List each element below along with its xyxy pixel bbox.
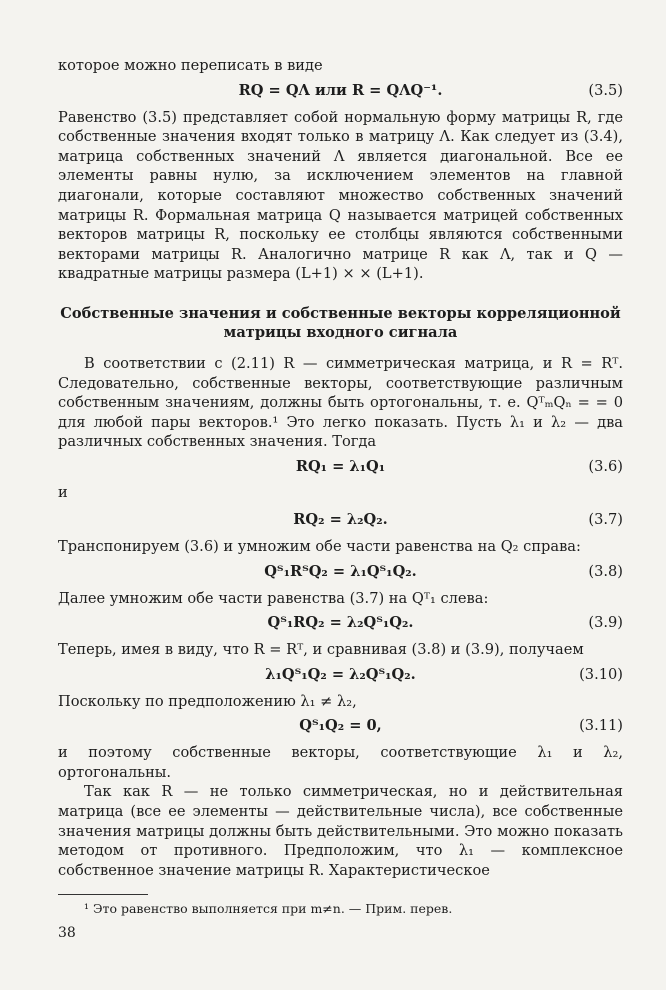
equation-3-7 [58, 507, 623, 533]
equation-formula: RQ₁ = λ₁Q₁ [295, 457, 386, 475]
equation-3-6 [58, 454, 623, 480]
paragraph-symmetric-matrix: В соответствии с (2.11) R — симметрическая матрица, и R = Rᵀ. Следовательно, собственные векторы, соответствующие различным собственным значениям, должны быть ортогональны, т. е. QᵀₘQₙ = = 0 для любой пары векторов.¹ Это легко показать. Пусть λ₁ и λ₂ — два различных собственных значения. Тогда [58, 354, 623, 451]
equation-3-10 [58, 662, 623, 688]
conjunction-and: и [58, 483, 68, 501]
equation-formula: λ₁Qᵀ₁Q₂ = λ₂Qᵀ₁Q₂. [265, 665, 416, 683]
equation-number: (3.11) [579, 717, 623, 735]
equation-formula: Qᵀ₁RᵀQ₂ = λ₁Qᵀ₁Q₂. [264, 562, 417, 580]
equation-3-5 [58, 78, 623, 104]
footnote: ¹ Это равенство выполняется при m≠n. — Прим. перев. [84, 901, 453, 917]
footnote-divider [58, 894, 148, 895]
paragraph-transpose: Транспонируем (3.6) и умножим обе части равенства на Q₂ справа: [58, 537, 581, 555]
equation-number: (3.5) [588, 81, 623, 99]
equation-number: (3.10) [579, 665, 623, 683]
paragraph-real-eigenvalues: Так как R — не только симметрическая, но и действительная матрица (все ее элементы — действительные числа), все собственные значения матрицы должны быть действительными. Это можно показать методом от противного. Предположим, что λ₁ — комплексное собственное значение матрицы R. Характеристическое [58, 783, 623, 879]
paragraph-assumption: Поскольку по предположению λ₁ ≠ λ₂, [58, 692, 357, 710]
equation-number: (3.7) [588, 510, 623, 528]
equation-3-11 [58, 713, 623, 739]
paragraph-normal-form: Равенство (3.5) представляет собой нормальную форму матрицы R, где собственные значения входят только в матрицу Λ. Как следует из (3.4), матрица собственных значений Λ является диагональной. Все ее элементы равны нулю, за исключением элементов на главной диагонали, которые составляют множество собственных значений матрицы R. Формальная матрица Q называется матрицей собственных векторов матрицы R, поскольку ее столбцы являются собственными векторами матрицы R. Аналогично матрице R как Λ, так и Q — квадратные матрицы размера (L+1) × × (L+1). [58, 108, 623, 283]
equation-formula: RQ = QΛ или R = QΛQ⁻¹. [238, 81, 443, 99]
equation-3-8 [58, 559, 623, 585]
intro-text: которое можно переписать в виде [58, 57, 323, 74]
section-title: Собственные значения и собственные векторы корреляционной матрицы входного сигнала [60, 304, 621, 341]
equation-formula: Qᵀ₁Q₂ = 0, [299, 717, 382, 735]
equation-number: (3.8) [588, 562, 623, 580]
paragraph-compare: Теперь, имея в виду, что R = Rᵀ, и сравнивая (3.8) и (3.9), получаем [58, 641, 584, 659]
equation-number: (3.6) [588, 457, 623, 475]
equation-number: (3.9) [588, 614, 623, 632]
equation-3-9 [58, 610, 623, 636]
page-number: 38 [58, 925, 76, 942]
paragraph-multiply: Далее умножим обе части равенства (3.7) на Qᵀ₁ слева: [58, 589, 489, 607]
page-content [58, 56, 623, 941]
paragraph-orthogonal: и поэтому собственные векторы, соответствующие λ₁ и λ₂, ортогональны. [58, 744, 623, 781]
equation-formula: RQ₂ = λ₂Q₂. [293, 510, 388, 528]
equation-formula: Qᵀ₁RQ₂ = λ₂Qᵀ₁Q₂. [267, 614, 414, 632]
